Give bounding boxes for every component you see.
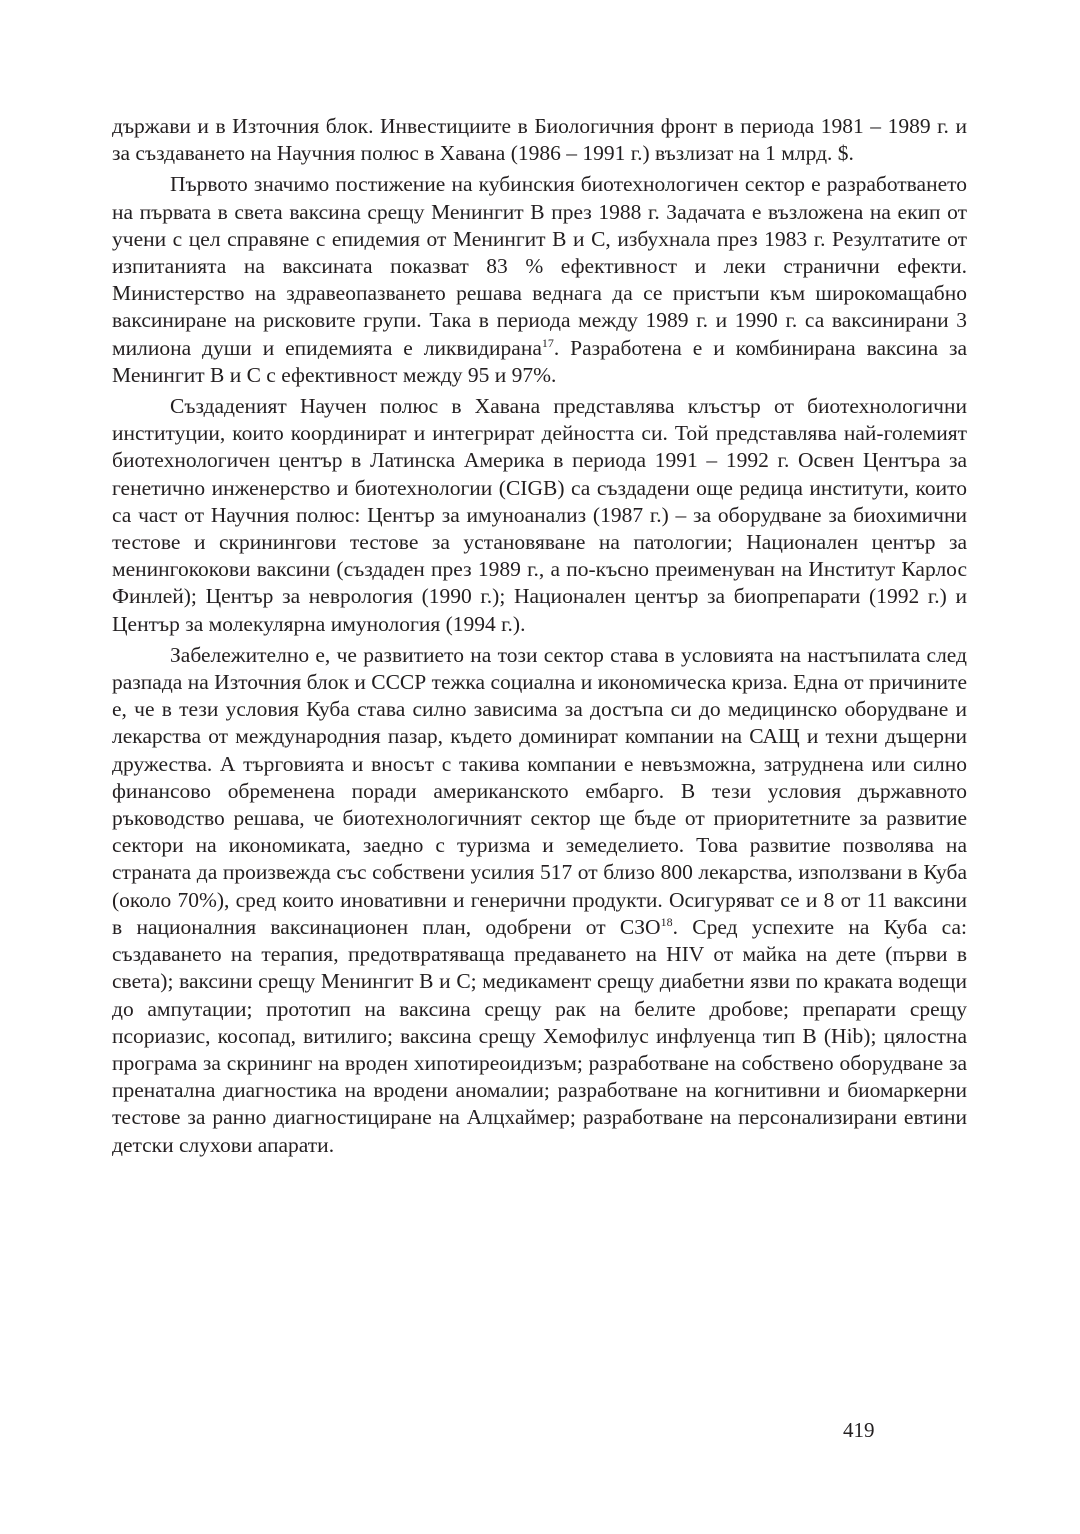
paragraph-text: държави и в Източния блок. Инвестициите в Биологичния фронт в периода 1981 – 1989 г. и за създаването на Научния полюс в Хавана (1986 – 1991 г.) възлизат на 1 млрд. $. xyxy=(112,114,967,166)
paragraph-text: Първото значимо постижение на кубинския биотехнологичен сектор е разработването на първата в света ваксина срещу Менингит В през 1988 г. Задачата е възложена на екип от учени с цел справяне с епидемия от Менингит В и С, избухнала през 1983 г. Резултатите от изпитанията на ваксината показват 83 % ефективност и леки странични ефекти. Министерство на здравеопазването решава веднага да се пристъпи към широкомащабно ваксиниране на рисковите групи. Така в периода между 1989 г. и 1990 г. са ваксинирани 3 милиона души и епидемията е ликвидирана xyxy=(112,172,967,360)
paragraph-text-after: . Сред успехите на Куба са: създаването на терапия, предотвратяваща предаването на HIV от майка на дете (първи в света); ваксини срещу Менингит В и С; медикамент срещу диабетни язви по краката водещи до ампутации; прототип на ваксина срещу рак на белите дробове; препарати срещу псориазис, косопад, витилиго; ваксина срещу Хемофилус инфлуенца тип В (Hib); цялостна програма за скрининг на вроден хипотиреоидизъм; разработване на собствено оборудване за пренатална диагностика на вродени аномалии; разработване на когнитивни и биомаркерни тестове за ранно диагностициране на Алцхаймер; разработване на персонализирани евтини детски слухови апарати. xyxy=(112,914,967,1157)
paragraph-crisis-development xyxy=(112,642,967,1159)
footnote-ref-17[interactable]: 17 xyxy=(541,335,554,350)
footnote-ref-18[interactable]: 18 xyxy=(660,914,673,929)
paragraph-text: Забележително е, че развитието на този сектор става в условията на настъпилата след разпада на Източния блок и СССР тежка социална и икономическа криза. Една от причините е, че в тези условия Куба става силно зависима за достъпа си до медицинско оборудване и лекарства от международния пазар, където доминират компании на САЩ и техни дъщерни дружества. А търговията и вносът с такива компании е невъзможна, затруднена или силно финансово обременена поради американското ембарго. В тези условия държавното ръководство решава, че биотехнологичният сектор ще бъде от приоритетните за развитие сектори на икономиката, заедно с туризма и земеделието. Това развитие позволява на страната да произвежда със собствени усилия 517 от близо 800 лекарства, използвани в Куба (около 70%), сред които иновативни и генерични продукти. Осигуряват се и 8 от 11 ваксини в националния ваксинационен план, одобрени от СЗО xyxy=(112,642,967,939)
page-number: 419 xyxy=(843,1418,875,1442)
paragraph-continuation xyxy=(112,113,967,167)
paragraph-text: Създаденият Научен полюс в Хавана представлява клъстър от биотехнологични институции, които координират и интегрират дейността си. Той представлява най-големият биотехнологичен център в Латинска Америка в периода 1991 – 1992 г. Освен Центъра за генетично инженерство и биотехнологии (CIGB) са създадени още редица институти, които са част от Научния полюс: Център за имуноанализ (1987 г.) – за оборудване за биохимични тестове и скринингови тестове за установяване на патологии; Национален център за менингококови ваксини (създаден през 1989 г., а по-късно преименуван на Институт Карлос Финлей); Център за неврология (1990 г.); Национален център за биопрепарати (1992 г.) и Център за молекулярна имунология (1994 г.). xyxy=(112,394,967,636)
paragraph-text-after: . Разработена е и комбинирана ваксина за Менингит В и С с ефективност между 95 и 97%. xyxy=(112,335,967,387)
page-body xyxy=(112,113,967,1159)
paragraph-meningitis-vaccine xyxy=(112,171,967,389)
paragraph-science-pole xyxy=(112,393,967,638)
